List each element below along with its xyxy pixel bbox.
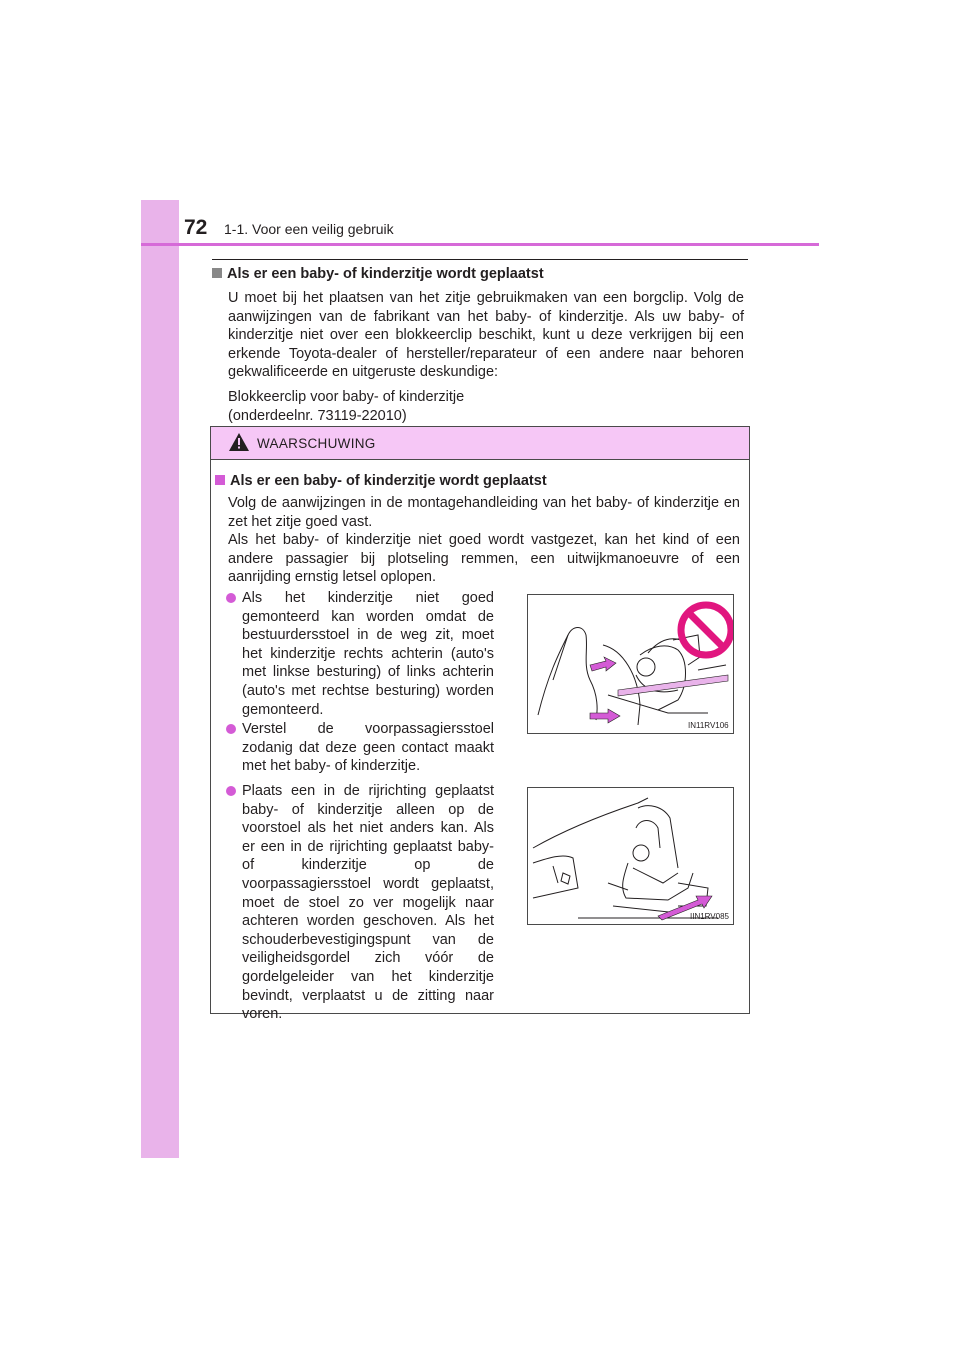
bullet-text: Verstel de voorpassagiersstoel zodanig dat deze geen contact maakt met het baby- of kinderzitje.: [242, 721, 494, 775]
square-bullet-icon: [215, 475, 225, 485]
warning-paragraph-2: Als het baby- of kinderzitje niet goed wordt vastgezet, kan het kind of een andere passagier bij plotseling remmen, een uitwijkmanoeuvre of een aanrijding ernstig letsel oplopen.: [228, 532, 740, 586]
warning-triangle-icon: [229, 433, 249, 451]
bullet-text: Als het kinderzitje niet goed gemonteerd kan worden omdat de bestuurdersstoel in de weg zit, moet het kinderzitje rechts achterin (auto's met linkse besturing) of links achterin (auto's met rechtse besturing) worden gemonteerd.: [242, 590, 494, 718]
figure-code: IIN1RV085: [690, 912, 729, 921]
bullet-text: Plaats een in de rijrichting geplaatst baby- of kinderzitje alleen op de voorstoel als het niet anders kan. Als er een in de rijrichting geplaatst baby- of kinderzitje op de voorpassagiersstoel wordt geplaatst, moet de stoel zo ver mogelijk naar achteren worden geschoven. Als het schouderbevestigingspunt van de veiligheidsgordel zich vóór de gordelgeleider van het kinderzitje bevindt, verplaatst u de zitting naar voren.: [242, 783, 494, 1023]
warning-bullet: [226, 782, 494, 1024]
warning-heading: [215, 473, 547, 489]
clip-name: Blokkeerclip voor baby- of kinderzitje: [228, 388, 465, 405]
round-bullet-icon: [226, 724, 236, 734]
square-bullet-icon: [212, 268, 222, 278]
section-heading: [212, 266, 544, 282]
warning-paragraph-1: Volg de aanwijzingen in de montagehandleiding van het baby- of kinderzitje en zet het zitje goed vast.: [228, 495, 740, 530]
warning-bullet: [226, 720, 494, 776]
warning-heading-text: Als er een baby- of kinderzitje wordt geplaatst: [230, 473, 547, 489]
figure-forward-facing-seat: [527, 787, 734, 925]
warning-header: [211, 427, 749, 460]
front-seat-child-seat-illustration: [528, 788, 733, 924]
page-number: 72: [184, 216, 208, 239]
figure-prohibited-installation: [527, 594, 734, 734]
round-bullet-icon: [226, 593, 236, 603]
section-heading-text: Als er een baby- of kinderzitje wordt geplaatst: [227, 266, 544, 282]
warning-bullet: [226, 589, 494, 719]
section-body: [228, 289, 744, 425]
clip-part-number: (onderdeelnr. 73119-22010): [228, 407, 407, 424]
section-divider: [212, 259, 748, 260]
chapter-title: 1-1. Voor een veilig gebruik: [224, 221, 394, 237]
chapter-tab-sidebar: [141, 200, 179, 1158]
figure-code: IN11RV106: [688, 721, 729, 730]
round-bullet-icon: [226, 786, 236, 796]
section-paragraph: U moet bij het plaatsen van het zitje gebruikmaken van een borgclip. Volg de aanwijzingen van de fabrikant van het baby- of kinderzitje. Als uw baby- of kinderzitje niet over een blokkeerclip beschikt, kunt u deze verkrijgen bij een erkende Toyota-dealer of hersteller/reparateur of een andere naar behoren gekwalificeerde en uitgeruste deskundige:: [228, 290, 744, 381]
header-rule: [141, 243, 819, 246]
warning-box: [210, 426, 750, 1023]
warning-text: [228, 494, 740, 587]
warning-title: WAARSCHUWING: [257, 436, 376, 451]
child-seat-collision-illustration: [528, 595, 733, 733]
